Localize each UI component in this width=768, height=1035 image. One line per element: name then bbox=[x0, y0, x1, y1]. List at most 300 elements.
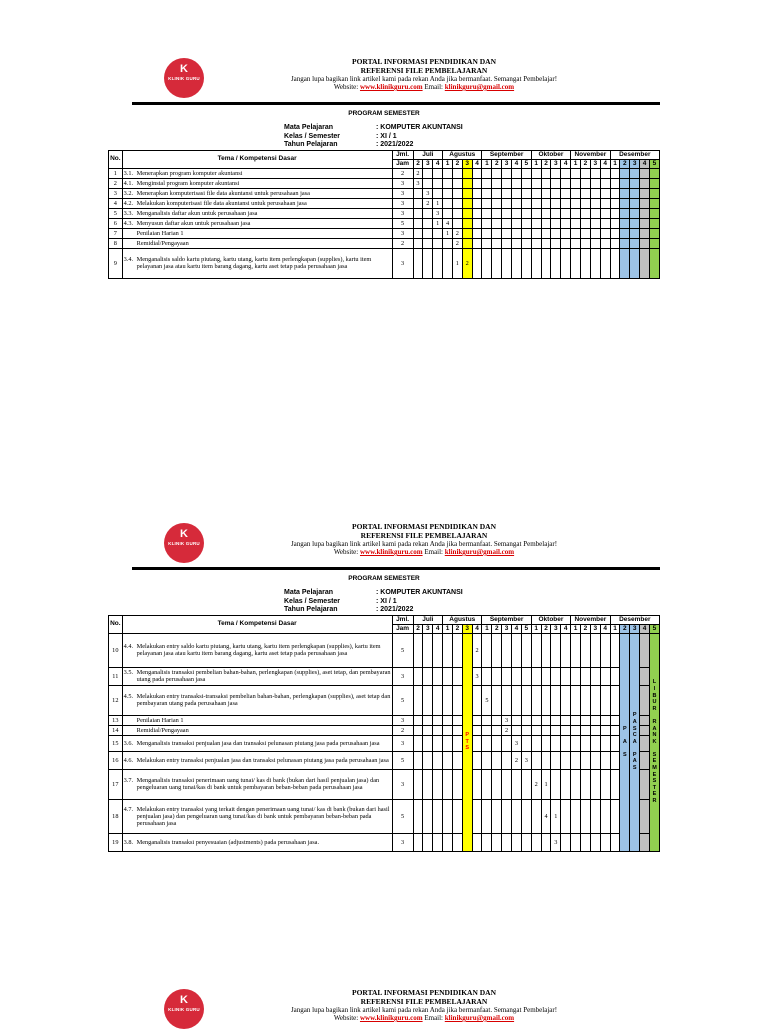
week-cell: 3 bbox=[521, 751, 531, 769]
row-number: 16 bbox=[109, 751, 123, 769]
week-cell bbox=[531, 725, 541, 735]
kd-number: 3.3. bbox=[123, 209, 134, 217]
week-cell bbox=[581, 218, 591, 228]
week-cell bbox=[413, 735, 423, 751]
row-topic bbox=[122, 725, 392, 735]
kd-text: Melakukan entry transaksi yang terkait dengan penerimaan uang tunai/ kas di bank (bukan dari hasil penjualan jasa) dan pengeluaran uang tunai/kas di bank untuk pembayaran beban-beban pada perusahaan jasa bbox=[136, 805, 390, 827]
week-cell bbox=[492, 769, 502, 799]
month-header: Juli bbox=[413, 150, 443, 159]
week-cell bbox=[531, 751, 541, 769]
week-header: 1 bbox=[571, 159, 581, 168]
week-cell bbox=[541, 208, 551, 218]
row-jam: 2 bbox=[392, 238, 413, 248]
week-cell bbox=[423, 769, 433, 799]
row-topic bbox=[122, 735, 392, 751]
table-row bbox=[109, 799, 660, 833]
week-cell bbox=[600, 633, 610, 667]
week-cell bbox=[472, 799, 482, 833]
week-cell bbox=[521, 667, 531, 685]
week-header: 4 bbox=[640, 624, 650, 633]
week-cell bbox=[512, 833, 522, 851]
meta-value: : KOMPUTER AKUNTANSI bbox=[376, 589, 463, 596]
week-cell: 2 bbox=[452, 238, 462, 248]
email-link[interactable]: klinikguru@gmail.com bbox=[444, 1014, 515, 1022]
week-cell bbox=[452, 715, 462, 725]
week-cell bbox=[521, 168, 531, 178]
week-cell bbox=[640, 208, 650, 218]
kd-text: Melakukan entry saldo kartu piutang, kartu utang, kartu item perlengkapan (supplies), kartu item pelayanan jasa atau kartu item barang dagang, kartu aset tetap pada perusahaan jasa bbox=[136, 643, 381, 657]
week-cell bbox=[551, 715, 561, 725]
week-cell bbox=[433, 685, 443, 715]
week-cell bbox=[423, 178, 433, 188]
week-cell bbox=[551, 667, 561, 685]
week-cell bbox=[610, 248, 620, 278]
meta-row bbox=[284, 133, 660, 142]
week-cell bbox=[600, 208, 610, 218]
week-cell bbox=[581, 667, 591, 685]
week-cell bbox=[581, 198, 591, 208]
week-cell bbox=[443, 725, 453, 735]
row-topic bbox=[122, 178, 392, 188]
week-cell: 1 bbox=[443, 228, 453, 238]
week-cell bbox=[649, 218, 659, 228]
meta-value: : XI / 1 bbox=[376, 132, 397, 140]
week-cell bbox=[512, 769, 522, 799]
week-cell bbox=[512, 685, 522, 715]
week-cell bbox=[610, 633, 620, 667]
kd-number: 3.2. bbox=[123, 189, 134, 197]
kd-text: Menganalisis saldo kartu piutang, kartu utang, kartu item perlengkapan (supplies), kartu item pelayanan jasa atau kartu item barang dagang, kartu aset tetap pada perusahaan jasa bbox=[136, 256, 372, 270]
week-header: 1 bbox=[531, 159, 541, 168]
row-jam: 3 bbox=[392, 198, 413, 208]
week-cell bbox=[551, 228, 561, 238]
week-cell: 2 bbox=[423, 198, 433, 208]
week-cell bbox=[472, 769, 482, 799]
row-number: 18 bbox=[109, 799, 123, 833]
week-cell bbox=[512, 218, 522, 228]
week-cell bbox=[551, 685, 561, 715]
kd-number bbox=[124, 230, 137, 237]
week-header: 3 bbox=[502, 159, 512, 168]
week-cell bbox=[413, 238, 423, 248]
week-cell bbox=[620, 248, 630, 278]
week-cell bbox=[571, 228, 581, 238]
week-cell bbox=[600, 238, 610, 248]
kd-number: 4.5. bbox=[123, 693, 134, 700]
week-cell bbox=[413, 725, 423, 735]
week-cell bbox=[423, 218, 433, 228]
week-cell bbox=[512, 168, 522, 178]
week-header: 2 bbox=[492, 159, 502, 168]
row-jam: 3 bbox=[392, 715, 413, 725]
week-cell bbox=[551, 248, 561, 278]
week-cell bbox=[640, 228, 650, 238]
week-cell bbox=[620, 188, 630, 198]
week-cell bbox=[472, 198, 482, 208]
table-row bbox=[109, 178, 660, 188]
week-cell: 2 bbox=[462, 248, 472, 278]
table-row bbox=[109, 667, 660, 685]
week-cell bbox=[649, 248, 659, 278]
meta-label: Kelas / Semester bbox=[284, 597, 341, 605]
week-cell bbox=[413, 751, 423, 769]
row-number: 6 bbox=[109, 218, 123, 228]
row-jam: 5 bbox=[392, 799, 413, 833]
header-tagline: Jangan lupa bagikan link artikel kami pada rekan Anda jika bermanfaat. Semangat Pembelajar! bbox=[290, 1006, 558, 1014]
row-topic bbox=[122, 228, 392, 238]
week-cell bbox=[502, 769, 512, 799]
week-cell bbox=[452, 178, 462, 188]
week-cell bbox=[443, 769, 453, 799]
kd-number bbox=[124, 717, 137, 724]
website-link[interactable]: www.klinikguru.com bbox=[359, 83, 423, 91]
week-cell bbox=[512, 799, 522, 833]
week-cell bbox=[561, 178, 571, 188]
week-cell bbox=[433, 168, 443, 178]
week-cell bbox=[531, 198, 541, 208]
row-number: 4 bbox=[109, 198, 123, 208]
week-cell bbox=[649, 188, 659, 198]
week-cell bbox=[512, 238, 522, 248]
week-cell bbox=[492, 715, 502, 725]
week-cell bbox=[630, 238, 640, 248]
meta-label: Mata Pelajaran bbox=[284, 124, 334, 131]
week-cell bbox=[610, 178, 620, 188]
week-cell bbox=[561, 667, 571, 685]
week-cell bbox=[452, 218, 462, 228]
week-cell bbox=[541, 248, 551, 278]
row-number: 8 bbox=[109, 238, 123, 248]
week-cell bbox=[462, 198, 472, 208]
program-title: PROGRAM SEMESTER bbox=[348, 575, 420, 582]
week-cell bbox=[492, 833, 502, 851]
week-cell bbox=[561, 833, 571, 851]
week-cell bbox=[443, 735, 453, 751]
week-cell bbox=[561, 769, 571, 799]
meta-row bbox=[284, 598, 660, 607]
week-cell bbox=[590, 715, 600, 725]
week-cell bbox=[492, 228, 502, 238]
week-cell bbox=[640, 198, 650, 208]
website-link[interactable]: www.klinikguru.com bbox=[359, 548, 423, 556]
week-cell bbox=[472, 238, 482, 248]
week-header: 2 bbox=[452, 159, 462, 168]
week-header: 5 bbox=[521, 624, 531, 633]
week-cell bbox=[581, 208, 591, 218]
week-cell bbox=[502, 238, 512, 248]
week-cell bbox=[600, 218, 610, 228]
week-cell bbox=[452, 168, 462, 178]
week-cell bbox=[610, 725, 620, 735]
week-cell bbox=[571, 685, 581, 715]
table-row bbox=[109, 218, 660, 228]
klinik-guru-logo: K KLINIK GURU bbox=[164, 58, 204, 98]
week-cell bbox=[413, 208, 423, 218]
week-cell bbox=[521, 769, 531, 799]
week-cell bbox=[531, 168, 541, 178]
week-cell bbox=[413, 685, 423, 715]
week-cell bbox=[492, 188, 502, 198]
week-cell: 2 bbox=[452, 228, 462, 238]
month-header: Desember bbox=[610, 615, 659, 624]
week-header: 4 bbox=[512, 159, 522, 168]
week-header: 4 bbox=[640, 159, 650, 168]
week-cell bbox=[531, 248, 541, 278]
week-cell bbox=[551, 168, 561, 178]
week-cell bbox=[502, 178, 512, 188]
week-header: 4 bbox=[600, 624, 610, 633]
week-cell bbox=[640, 751, 650, 769]
week-cell bbox=[571, 799, 581, 833]
week-cell bbox=[472, 833, 482, 851]
week-cell bbox=[512, 198, 522, 208]
week-cell bbox=[581, 178, 591, 188]
row-topic bbox=[122, 667, 392, 685]
week-cell: 3 bbox=[512, 735, 522, 751]
row-jam: 2 bbox=[392, 725, 413, 735]
week-header: 1 bbox=[443, 159, 453, 168]
week-cell bbox=[581, 715, 591, 725]
kd-text: Melakukan entry transaksi-transaksi pembelian bahan-bahan, perlengkapan (supplies), aset tetap dan pembayaran utang pada perusahaan jasa bbox=[136, 693, 391, 707]
header-rule bbox=[132, 102, 660, 105]
week-cell: 2 bbox=[512, 751, 522, 769]
week-cell bbox=[630, 188, 640, 198]
week-cell bbox=[541, 188, 551, 198]
row-topic bbox=[122, 833, 392, 851]
week-header: 4 bbox=[561, 624, 571, 633]
week-cell bbox=[502, 667, 512, 685]
kd-number: 3.1. bbox=[123, 169, 134, 177]
week-header: 2 bbox=[620, 624, 630, 633]
row-jam: 3 bbox=[392, 769, 413, 799]
page-2 bbox=[108, 523, 660, 852]
week-cell bbox=[521, 198, 531, 208]
kd-text: Menginstal program komputer akuntansi bbox=[136, 179, 240, 187]
week-cell bbox=[571, 178, 581, 188]
week-cell bbox=[590, 178, 600, 188]
meta-row bbox=[284, 606, 660, 615]
week-cell bbox=[620, 198, 630, 208]
row-jam: 5 bbox=[392, 633, 413, 667]
week-cell bbox=[512, 248, 522, 278]
kd-text: Menerapkan program komputer akuntansi bbox=[136, 169, 243, 177]
month-header: Agustus bbox=[443, 615, 482, 624]
week-cell bbox=[492, 208, 502, 218]
week-cell bbox=[581, 769, 591, 799]
row-jam: 3 bbox=[392, 178, 413, 188]
week-header: 5 bbox=[649, 624, 659, 633]
week-cell bbox=[630, 178, 640, 188]
week-cell bbox=[531, 218, 541, 228]
week-cell bbox=[492, 667, 502, 685]
week-cell bbox=[600, 799, 610, 833]
row-jam: 3 bbox=[392, 248, 413, 278]
week-cell bbox=[443, 833, 453, 851]
week-header: 2 bbox=[413, 624, 423, 633]
week-cell bbox=[571, 633, 581, 667]
row-jam: 2 bbox=[392, 168, 413, 178]
week-cell bbox=[581, 833, 591, 851]
week-cell bbox=[581, 188, 591, 198]
table-row bbox=[109, 238, 660, 248]
email-link[interactable]: klinikguru@gmail.com bbox=[444, 548, 515, 556]
week-cell bbox=[610, 198, 620, 208]
week-cell bbox=[630, 228, 640, 238]
column-header-no: No. bbox=[109, 615, 123, 633]
week-cell bbox=[472, 715, 482, 725]
week-cell bbox=[443, 685, 453, 715]
week-cell bbox=[531, 735, 541, 751]
kd-number: 4.1. bbox=[123, 179, 134, 187]
week-cell bbox=[649, 228, 659, 238]
week-cell bbox=[521, 238, 531, 248]
week-cell bbox=[433, 799, 443, 833]
row-jam: 5 bbox=[392, 751, 413, 769]
week-cell bbox=[600, 248, 610, 278]
row-jam: 3 bbox=[392, 188, 413, 198]
week-cell bbox=[600, 685, 610, 715]
header-contact: Website: www.klinikguru.com Email: klinikguru@gmail.com bbox=[333, 83, 515, 91]
week-cell: 3 bbox=[433, 208, 443, 218]
kd-number: 3.7. bbox=[123, 777, 134, 784]
week-header: 2 bbox=[541, 624, 551, 633]
website-link[interactable]: www.klinikguru.com bbox=[359, 1014, 423, 1022]
week-cell bbox=[541, 667, 551, 685]
row-number: 3 bbox=[109, 188, 123, 198]
table-row bbox=[109, 685, 660, 715]
week-cell bbox=[640, 769, 650, 799]
week-header: 3 bbox=[630, 159, 640, 168]
week-cell bbox=[541, 228, 551, 238]
meta-label: Tahun Pelajaran bbox=[284, 141, 338, 148]
week-cell bbox=[620, 168, 630, 178]
week-cell bbox=[413, 799, 423, 833]
row-topic bbox=[122, 715, 392, 725]
meta-value: : 2021/2022 bbox=[376, 606, 414, 613]
week-cell: 3 bbox=[413, 178, 423, 188]
program-title: PROGRAM SEMESTER bbox=[348, 110, 420, 117]
row-jam: 5 bbox=[392, 685, 413, 715]
row-topic bbox=[122, 218, 392, 228]
week-cell bbox=[590, 218, 600, 228]
week-header: 3 bbox=[590, 159, 600, 168]
column-header-jam: Jam bbox=[392, 159, 413, 168]
week-cell: 2 bbox=[472, 633, 482, 667]
column-header-jml: Jml. bbox=[392, 615, 413, 624]
week-cell bbox=[512, 715, 522, 725]
week-cell bbox=[600, 725, 610, 735]
week-cell bbox=[630, 248, 640, 278]
week-cell bbox=[502, 218, 512, 228]
week-cell bbox=[600, 228, 610, 238]
week-cell bbox=[462, 228, 472, 238]
week-cell bbox=[482, 218, 492, 228]
week-cell bbox=[551, 218, 561, 228]
week-cell bbox=[620, 218, 630, 228]
week-cell bbox=[452, 725, 462, 735]
week-cell: 4 bbox=[443, 218, 453, 228]
row-number: 15 bbox=[109, 735, 123, 751]
row-jam: 3 bbox=[392, 208, 413, 218]
week-cell bbox=[551, 725, 561, 735]
pts-label: P T S bbox=[462, 633, 472, 851]
week-cell bbox=[443, 667, 453, 685]
week-cell bbox=[413, 633, 423, 667]
week-cell bbox=[472, 685, 482, 715]
week-cell: 1 bbox=[551, 799, 561, 833]
week-cell bbox=[521, 735, 531, 751]
week-cell bbox=[433, 715, 443, 725]
header-title-line1: PORTAL INFORMASI PENDIDIKAN DAN bbox=[352, 522, 496, 531]
week-cell bbox=[541, 178, 551, 188]
week-cell bbox=[610, 228, 620, 238]
pasca-pas-label: P A S C A P A S bbox=[630, 633, 640, 851]
month-header: Juli bbox=[413, 615, 443, 624]
week-cell bbox=[610, 168, 620, 178]
week-cell bbox=[521, 248, 531, 278]
week-header: 5 bbox=[649, 159, 659, 168]
week-header: 3 bbox=[462, 159, 472, 168]
week-cell bbox=[571, 751, 581, 769]
week-cell bbox=[482, 228, 492, 238]
week-cell bbox=[482, 735, 492, 751]
week-cell bbox=[571, 833, 581, 851]
week-cell bbox=[443, 178, 453, 188]
row-topic bbox=[122, 188, 392, 198]
week-cell bbox=[620, 228, 630, 238]
week-cell bbox=[482, 799, 492, 833]
week-cell bbox=[512, 178, 522, 188]
week-header: 4 bbox=[472, 159, 482, 168]
week-cell bbox=[630, 218, 640, 228]
week-cell bbox=[571, 248, 581, 278]
header-text bbox=[188, 989, 660, 1022]
week-cell bbox=[561, 168, 571, 178]
week-cell bbox=[423, 735, 433, 751]
week-cell: 3 bbox=[502, 715, 512, 725]
email-link[interactable]: klinikguru@gmail.com bbox=[444, 83, 515, 91]
week-cell bbox=[452, 833, 462, 851]
week-cell bbox=[413, 715, 423, 725]
week-cell bbox=[433, 833, 443, 851]
kd-text: Melakukan entry transaksi penjualan jasa dan transaksi pelunasan piutang jasa pada perusahaan jasa bbox=[136, 756, 389, 764]
week-cell bbox=[521, 685, 531, 715]
page-1 bbox=[108, 58, 660, 279]
week-cell bbox=[433, 633, 443, 667]
week-cell bbox=[581, 751, 591, 769]
week-header: 3 bbox=[423, 159, 433, 168]
week-cell bbox=[462, 218, 472, 228]
page-header bbox=[108, 523, 660, 569]
week-cell bbox=[640, 715, 650, 725]
week-cell bbox=[482, 178, 492, 188]
week-cell bbox=[443, 208, 453, 218]
week-cell bbox=[443, 198, 453, 208]
week-cell bbox=[581, 228, 591, 238]
week-cell bbox=[541, 833, 551, 851]
week-header: 3 bbox=[423, 624, 433, 633]
week-cell bbox=[413, 188, 423, 198]
row-number: 10 bbox=[109, 633, 123, 667]
week-cell bbox=[423, 248, 433, 278]
week-cell bbox=[482, 188, 492, 198]
week-cell: 3 bbox=[551, 833, 561, 851]
week-cell bbox=[492, 238, 502, 248]
week-cell bbox=[472, 248, 482, 278]
week-cell bbox=[521, 218, 531, 228]
week-cell bbox=[561, 208, 571, 218]
week-cell: 4 bbox=[541, 799, 551, 833]
